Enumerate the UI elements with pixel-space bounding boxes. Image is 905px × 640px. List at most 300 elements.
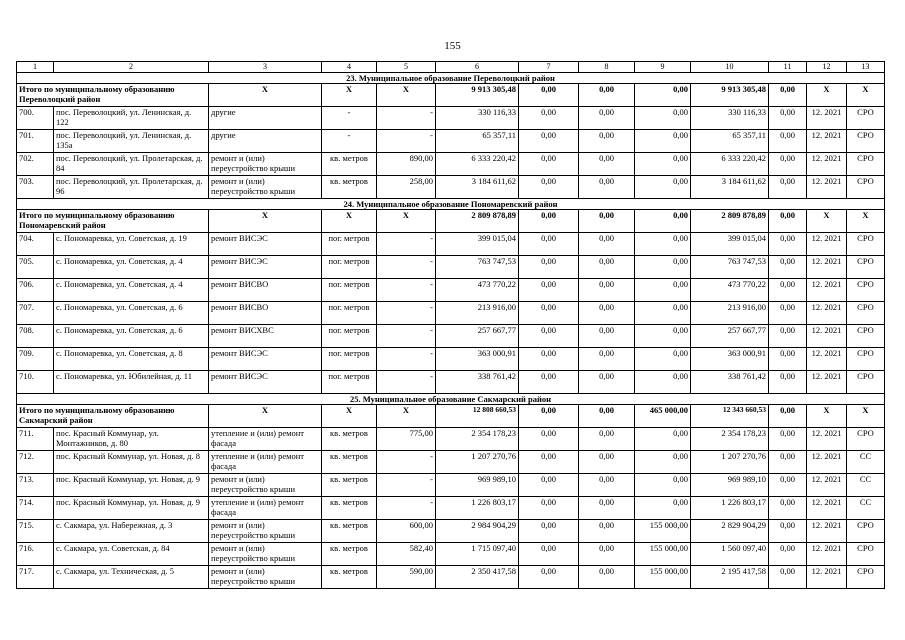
- column-header: 9: [635, 62, 691, 73]
- cell-qty: -: [377, 233, 436, 256]
- cell-method: СРО: [847, 566, 885, 589]
- cell-unit: -: [322, 107, 377, 130]
- cell-work: ремонт ВИСВО: [209, 279, 322, 302]
- column-header: 6: [436, 62, 519, 73]
- cell-date: 12. 2021: [807, 279, 847, 302]
- cell-total: 969 989,10: [436, 474, 519, 497]
- cell-f7: 0,00: [519, 474, 579, 497]
- cell-qty: 600,00: [377, 520, 436, 543]
- section-title-row: [17, 73, 885, 84]
- cell-f9: 155 000,00: [635, 543, 691, 566]
- cell-qty: -: [377, 497, 436, 520]
- cell-num: 716.: [17, 543, 54, 566]
- table-row: [17, 233, 885, 256]
- total-cell: 0,00: [769, 405, 807, 428]
- total-label: Итого по муниципальному образованию Пономаревский район: [17, 210, 209, 233]
- total-cell: X: [209, 405, 322, 428]
- table-row: [17, 348, 885, 371]
- cell-date: 12. 2021: [807, 256, 847, 279]
- cell-f8: 0,00: [579, 371, 635, 394]
- cell-f8: 0,00: [579, 428, 635, 451]
- cell-f7: 0,00: [519, 130, 579, 153]
- table-row: [17, 279, 885, 302]
- cell-unit: пог. метров: [322, 325, 377, 348]
- cell-date: 12. 2021: [807, 302, 847, 325]
- table-row: [17, 176, 885, 199]
- column-header: 10: [691, 62, 769, 73]
- table-row: [17, 566, 885, 589]
- total-cell: 0,00: [519, 405, 579, 428]
- total-label: Итого по муниципальному образованию Сакмарский район: [17, 405, 209, 428]
- cell-qty: -: [377, 348, 436, 371]
- cell-work: ремонт и (или) переустройство крыши: [209, 176, 322, 199]
- cell-qty: -: [377, 451, 436, 474]
- cell-date: 12. 2021: [807, 520, 847, 543]
- cell-method: СРО: [847, 130, 885, 153]
- column-header: 2: [54, 62, 209, 73]
- cell-address: с. Сакмара, ул. Техническая, д. 5: [54, 566, 209, 589]
- cell-num: 717.: [17, 566, 54, 589]
- cell-date: 12. 2021: [807, 325, 847, 348]
- cell-f9: 0,00: [635, 233, 691, 256]
- total-cell: 0,00: [519, 210, 579, 233]
- cell-f7: 0,00: [519, 107, 579, 130]
- cell-total: 2 984 904,29: [436, 520, 519, 543]
- cell-qty: 890,00: [377, 153, 436, 176]
- column-header: 12: [807, 62, 847, 73]
- total-cell: 0,00: [519, 84, 579, 107]
- cell-total: 2 350 417,58: [436, 566, 519, 589]
- total-cell: 9 913 305,48: [436, 84, 519, 107]
- cell-work: утепление и (или) ремонт фасада: [209, 428, 322, 451]
- cell-unit: пог. метров: [322, 348, 377, 371]
- cell-date: 12. 2021: [807, 130, 847, 153]
- cell-num: 701.: [17, 130, 54, 153]
- cell-f7: 0,00: [519, 371, 579, 394]
- cell-date: 12. 2021: [807, 107, 847, 130]
- cell-total: 338 761,42: [436, 371, 519, 394]
- cell-f8: 0,00: [579, 302, 635, 325]
- section-title: 23. Муниципальное образование Переволоцкий район: [17, 73, 885, 84]
- section-title-row: [17, 394, 885, 405]
- cell-date: 12. 2021: [807, 371, 847, 394]
- cell-total: 1 226 803,17: [436, 497, 519, 520]
- cell-work: ремонт и (или) переустройство крыши: [209, 153, 322, 176]
- cell-f8: 0,00: [579, 566, 635, 589]
- total-cell: 12 808 660,53: [436, 405, 519, 428]
- table-row: [17, 428, 885, 451]
- cell-method: СРО: [847, 520, 885, 543]
- cell-date: 12. 2021: [807, 153, 847, 176]
- column-header: 13: [847, 62, 885, 73]
- column-header: 4: [322, 62, 377, 73]
- cell-unit: кв. метров: [322, 543, 377, 566]
- cell-address: с. Пономаревка, ул. Советская, д. 4: [54, 256, 209, 279]
- cell-unit: пог. метров: [322, 256, 377, 279]
- cell-work: ремонт ВИСЭС: [209, 348, 322, 371]
- cell-num: 704.: [17, 233, 54, 256]
- cell-date: 12. 2021: [807, 474, 847, 497]
- cell-f8: 0,00: [579, 176, 635, 199]
- cell-f7: 0,00: [519, 325, 579, 348]
- cell-f9: 0,00: [635, 176, 691, 199]
- cell-num: 711.: [17, 428, 54, 451]
- cell-work: ремонт ВИСХВС: [209, 325, 322, 348]
- cell-address: с. Пономаревка, ул. Советская, д. 6: [54, 325, 209, 348]
- table-row: [17, 130, 885, 153]
- cell-address: пос. Красный Коммунар, ул. Новая, д. 9: [54, 474, 209, 497]
- total-cell: X: [807, 210, 847, 233]
- cell-work: ремонт и (или) переустройство крыши: [209, 566, 322, 589]
- cell-work: другие: [209, 130, 322, 153]
- cell-num: 702.: [17, 153, 54, 176]
- cell-qty: -: [377, 107, 436, 130]
- section-total-row: [17, 405, 885, 428]
- cell-address: пос. Красный Коммунар, ул. Новая, д. 9: [54, 497, 209, 520]
- cell-address: с. Пономаревка, ул. Советская, д. 19: [54, 233, 209, 256]
- cell-unit: пог. метров: [322, 233, 377, 256]
- cell-address: пос. Переволоцкий, ул. Ленинская, д. 122: [54, 107, 209, 130]
- column-header: 5: [377, 62, 436, 73]
- cell-address: с. Пономаревка, ул. Юбилейная, д. 11: [54, 371, 209, 394]
- total-cell: X: [322, 405, 377, 428]
- cell-address: пос. Переволоцкий, ул. Ленинская, д. 135а: [54, 130, 209, 153]
- cell-date: 12. 2021: [807, 233, 847, 256]
- cell-f7: 0,00: [519, 348, 579, 371]
- cell-date: 12. 2021: [807, 428, 847, 451]
- cell-f8: 0,00: [579, 520, 635, 543]
- cell-qty: -: [377, 130, 436, 153]
- total-cell: X: [807, 84, 847, 107]
- cell-f7: 0,00: [519, 543, 579, 566]
- cell-work: утепление и (или) ремонт фасада: [209, 497, 322, 520]
- section-title-row: [17, 199, 885, 210]
- cell-address: с. Сакмара, ул. Советская, д. 84: [54, 543, 209, 566]
- total-cell: 0,00: [769, 84, 807, 107]
- cell-f10: 1 207 270,76: [691, 451, 769, 474]
- cell-unit: кв. метров: [322, 520, 377, 543]
- total-cell: 0,00: [579, 210, 635, 233]
- cell-f11: 0,00: [769, 566, 807, 589]
- cell-f7: 0,00: [519, 302, 579, 325]
- section-title: 25. Муниципальное образование Сакмарский район: [17, 394, 885, 405]
- table-row: [17, 153, 885, 176]
- cell-f11: 0,00: [769, 371, 807, 394]
- cell-total: 330 116,33: [436, 107, 519, 130]
- cell-f11: 0,00: [769, 497, 807, 520]
- cell-method: СРО: [847, 176, 885, 199]
- cell-f11: 0,00: [769, 130, 807, 153]
- cell-f8: 0,00: [579, 474, 635, 497]
- total-cell: 0,00: [635, 210, 691, 233]
- cell-f7: 0,00: [519, 451, 579, 474]
- table-row: [17, 451, 885, 474]
- cell-unit: -: [322, 130, 377, 153]
- cell-f11: 0,00: [769, 348, 807, 371]
- cell-address: пос. Переволоцкий, ул. Пролетарская, д. 84: [54, 153, 209, 176]
- cell-f10: 213 916,00: [691, 302, 769, 325]
- cell-work: другие: [209, 107, 322, 130]
- table-row: [17, 497, 885, 520]
- column-header: 11: [769, 62, 807, 73]
- section-total-row: [17, 84, 885, 107]
- cell-method: СРО: [847, 233, 885, 256]
- cell-f11: 0,00: [769, 176, 807, 199]
- cell-qty: 582,40: [377, 543, 436, 566]
- cell-work: утепление и (или) ремонт фасада: [209, 451, 322, 474]
- cell-date: 12. 2021: [807, 176, 847, 199]
- column-header: 7: [519, 62, 579, 73]
- cell-num: 703.: [17, 176, 54, 199]
- cell-f8: 0,00: [579, 256, 635, 279]
- section-title: 24. Муниципальное образование Пономаревский район: [17, 199, 885, 210]
- cell-f8: 0,00: [579, 325, 635, 348]
- cell-f11: 0,00: [769, 520, 807, 543]
- cell-method: СРО: [847, 348, 885, 371]
- table-row: [17, 107, 885, 130]
- cell-f10: 1 226 803,17: [691, 497, 769, 520]
- cell-f8: 0,00: [579, 107, 635, 130]
- cell-method: СРО: [847, 325, 885, 348]
- cell-f8: 0,00: [579, 279, 635, 302]
- column-header: 3: [209, 62, 322, 73]
- cell-f11: 0,00: [769, 451, 807, 474]
- cell-unit: кв. метров: [322, 428, 377, 451]
- cell-num: 709.: [17, 348, 54, 371]
- cell-unit: кв. метров: [322, 153, 377, 176]
- cell-work: ремонт и (или) переустройство крыши: [209, 543, 322, 566]
- cell-address: с. Пономаревка, ул. Советская, д. 4: [54, 279, 209, 302]
- cell-qty: -: [377, 279, 436, 302]
- cell-f10: 969 989,10: [691, 474, 769, 497]
- column-header: 1: [17, 62, 54, 73]
- cell-unit: кв. метров: [322, 451, 377, 474]
- total-cell: X: [847, 405, 885, 428]
- cell-address: пос. Переволоцкий, ул. Пролетарская, д. 96: [54, 176, 209, 199]
- cell-work: ремонт ВИСЭС: [209, 233, 322, 256]
- cell-f11: 0,00: [769, 107, 807, 130]
- cell-f7: 0,00: [519, 176, 579, 199]
- cell-method: СРО: [847, 371, 885, 394]
- cell-qty: 258,00: [377, 176, 436, 199]
- cell-address: с. Пономаревка, ул. Советская, д. 6: [54, 302, 209, 325]
- table-row: [17, 474, 885, 497]
- cell-f8: 0,00: [579, 451, 635, 474]
- page-number: 155: [444, 40, 461, 52]
- cell-num: 710.: [17, 371, 54, 394]
- cell-method: СРО: [847, 153, 885, 176]
- cell-f9: 0,00: [635, 497, 691, 520]
- cell-work: ремонт ВИСЭС: [209, 256, 322, 279]
- cell-f10: 363 000,91: [691, 348, 769, 371]
- cell-f8: 0,00: [579, 543, 635, 566]
- cell-unit: кв. метров: [322, 566, 377, 589]
- total-label: Итого по муниципальному образованию Переволоцкий район: [17, 84, 209, 107]
- registry-table: [16, 61, 885, 589]
- cell-f11: 0,00: [769, 428, 807, 451]
- cell-total: 1 207 270,76: [436, 451, 519, 474]
- cell-address: с. Пономаревка, ул. Советская, д. 8: [54, 348, 209, 371]
- cell-unit: пог. метров: [322, 279, 377, 302]
- cell-num: 706.: [17, 279, 54, 302]
- cell-total: 1 715 097,40: [436, 543, 519, 566]
- cell-f10: 2 829 904,29: [691, 520, 769, 543]
- cell-method: СРО: [847, 302, 885, 325]
- cell-work: ремонт и (или) переустройство крыши: [209, 520, 322, 543]
- total-cell: 12 343 660,53: [691, 405, 769, 428]
- cell-method: СС: [847, 474, 885, 497]
- cell-method: СС: [847, 451, 885, 474]
- cell-date: 12. 2021: [807, 348, 847, 371]
- total-cell: X: [847, 210, 885, 233]
- total-cell: X: [807, 405, 847, 428]
- cell-total: 3 184 611,62: [436, 176, 519, 199]
- cell-work: ремонт ВИСВО: [209, 302, 322, 325]
- cell-qty: -: [377, 474, 436, 497]
- cell-f8: 0,00: [579, 130, 635, 153]
- cell-method: СРО: [847, 279, 885, 302]
- cell-f9: 0,00: [635, 302, 691, 325]
- total-cell: 0,00: [635, 84, 691, 107]
- cell-num: 714.: [17, 497, 54, 520]
- cell-f11: 0,00: [769, 325, 807, 348]
- cell-date: 12. 2021: [807, 566, 847, 589]
- total-cell: X: [322, 210, 377, 233]
- cell-f10: 3 184 611,62: [691, 176, 769, 199]
- total-cell: X: [377, 405, 436, 428]
- cell-total: 2 354 178,23: [436, 428, 519, 451]
- cell-f10: 763 747,53: [691, 256, 769, 279]
- total-cell: X: [209, 210, 322, 233]
- cell-f10: 399 015,04: [691, 233, 769, 256]
- cell-f10: 2 195 417,58: [691, 566, 769, 589]
- cell-f9: 0,00: [635, 451, 691, 474]
- cell-f8: 0,00: [579, 233, 635, 256]
- cell-f9: 155 000,00: [635, 520, 691, 543]
- cell-f11: 0,00: [769, 279, 807, 302]
- cell-f7: 0,00: [519, 520, 579, 543]
- total-cell: 9 913 305,48: [691, 84, 769, 107]
- cell-unit: пог. метров: [322, 302, 377, 325]
- cell-total: 257 667,77: [436, 325, 519, 348]
- table-row: [17, 256, 885, 279]
- cell-total: 473 770,22: [436, 279, 519, 302]
- cell-qty: 590,00: [377, 566, 436, 589]
- cell-f7: 0,00: [519, 233, 579, 256]
- cell-work: ремонт ВИСЭС: [209, 371, 322, 394]
- cell-f9: 0,00: [635, 348, 691, 371]
- cell-f7: 0,00: [519, 153, 579, 176]
- cell-method: СРО: [847, 428, 885, 451]
- cell-qty: 775,00: [377, 428, 436, 451]
- cell-unit: кв. метров: [322, 474, 377, 497]
- cell-f9: 0,00: [635, 279, 691, 302]
- cell-f10: 330 116,33: [691, 107, 769, 130]
- cell-f10: 1 560 097,40: [691, 543, 769, 566]
- cell-f7: 0,00: [519, 256, 579, 279]
- section-total-row: [17, 210, 885, 233]
- cell-f9: 0,00: [635, 107, 691, 130]
- cell-qty: -: [377, 302, 436, 325]
- cell-method: СРО: [847, 256, 885, 279]
- table-row: [17, 543, 885, 566]
- cell-address: пос. Красный Коммунар, ул. Новая, д. 8: [54, 451, 209, 474]
- cell-f10: 6 333 220,42: [691, 153, 769, 176]
- total-cell: X: [847, 84, 885, 107]
- total-cell: X: [377, 84, 436, 107]
- cell-f9: 0,00: [635, 130, 691, 153]
- cell-qty: -: [377, 256, 436, 279]
- table-row: [17, 325, 885, 348]
- header-row: [17, 62, 885, 73]
- cell-f7: 0,00: [519, 497, 579, 520]
- cell-total: 363 000,91: [436, 348, 519, 371]
- cell-f9: 155 000,00: [635, 566, 691, 589]
- cell-num: 715.: [17, 520, 54, 543]
- cell-num: 712.: [17, 451, 54, 474]
- cell-total: 6 333 220,42: [436, 153, 519, 176]
- cell-f11: 0,00: [769, 302, 807, 325]
- total-cell: X: [377, 210, 436, 233]
- cell-total: 763 747,53: [436, 256, 519, 279]
- cell-f10: 473 770,22: [691, 279, 769, 302]
- cell-f9: 0,00: [635, 474, 691, 497]
- cell-f11: 0,00: [769, 233, 807, 256]
- cell-method: СС: [847, 497, 885, 520]
- cell-f7: 0,00: [519, 279, 579, 302]
- cell-f8: 0,00: [579, 348, 635, 371]
- cell-f9: 0,00: [635, 371, 691, 394]
- total-cell: X: [322, 84, 377, 107]
- cell-num: 713.: [17, 474, 54, 497]
- total-cell: 2 809 878,89: [691, 210, 769, 233]
- cell-f9: 0,00: [635, 428, 691, 451]
- cell-f7: 0,00: [519, 428, 579, 451]
- cell-method: СРО: [847, 107, 885, 130]
- cell-f11: 0,00: [769, 153, 807, 176]
- cell-f7: 0,00: [519, 566, 579, 589]
- total-cell: X: [209, 84, 322, 107]
- cell-f9: 0,00: [635, 153, 691, 176]
- cell-f10: 2 354 178,23: [691, 428, 769, 451]
- cell-total: 65 357,11: [436, 130, 519, 153]
- cell-method: СРО: [847, 543, 885, 566]
- cell-address: с. Сакмара, ул. Набережная, д. 3: [54, 520, 209, 543]
- cell-total: 213 916,00: [436, 302, 519, 325]
- cell-date: 12. 2021: [807, 451, 847, 474]
- cell-qty: -: [377, 325, 436, 348]
- cell-f9: 0,00: [635, 256, 691, 279]
- table-row: [17, 371, 885, 394]
- total-cell: 0,00: [769, 210, 807, 233]
- cell-work: ремонт и (или) переустройство крыши: [209, 474, 322, 497]
- cell-num: 700.: [17, 107, 54, 130]
- cell-f10: 257 667,77: [691, 325, 769, 348]
- cell-f10: 338 761,42: [691, 371, 769, 394]
- cell-num: 708.: [17, 325, 54, 348]
- cell-f8: 0,00: [579, 497, 635, 520]
- cell-date: 12. 2021: [807, 497, 847, 520]
- cell-f11: 0,00: [769, 474, 807, 497]
- cell-f9: 0,00: [635, 325, 691, 348]
- cell-qty: -: [377, 371, 436, 394]
- cell-unit: кв. метров: [322, 497, 377, 520]
- total-cell: 2 809 878,89: [436, 210, 519, 233]
- total-cell: 0,00: [579, 405, 635, 428]
- cell-f8: 0,00: [579, 153, 635, 176]
- cell-f11: 0,00: [769, 256, 807, 279]
- total-cell: 0,00: [579, 84, 635, 107]
